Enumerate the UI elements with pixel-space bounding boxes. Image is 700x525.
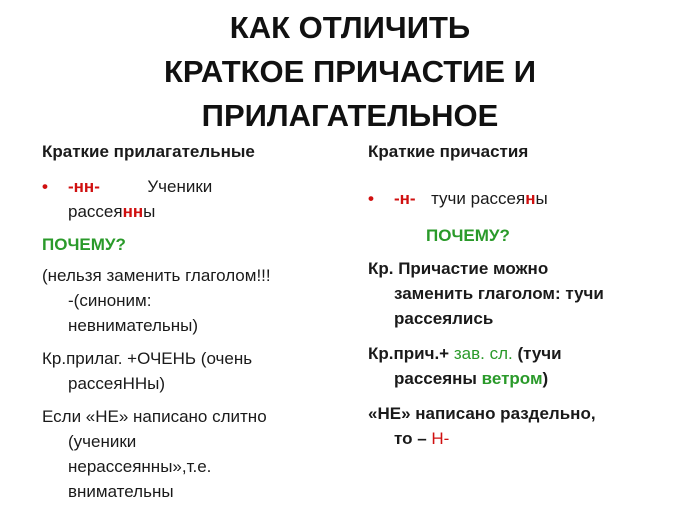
participle-reason-2-prefix: Кр.прич.+ (368, 344, 454, 363)
title-line-3: ПРИЛАГАТЕЛЬНОЕ (201, 98, 499, 133)
adjective-reason-3-line-4: внимательны (68, 482, 174, 501)
adjective-example-ending: ы (143, 202, 156, 221)
participle-reason-1-line-2: заменить глаголом: тучи (394, 284, 604, 303)
adjective-reason-2-line-1: Кр.прилаг. +ОЧЕНЬ (очень (42, 349, 253, 368)
short-participles-heading: Краткие причастия (368, 142, 529, 161)
participle-reason-3 (368, 401, 693, 451)
adjective-reason-3 (42, 404, 352, 504)
participle-reason-2 (368, 341, 693, 391)
adjective-example-nn: нн (122, 202, 144, 221)
participle-reason-2-line-2-suffix: ) (542, 369, 549, 388)
short-adjectives-heading: Краткие прилагательные (42, 142, 255, 161)
participle-reason-1 (368, 256, 693, 331)
adjective-suffix: -нн- (68, 177, 100, 196)
adjective-reason-1-line-2: -(синоним: (68, 291, 152, 310)
dependent-word-example: ветром (481, 369, 543, 388)
adjective-reason-2-line-2: рассеяННы) (68, 374, 166, 393)
participle-reason-3-suffix: Н- (431, 429, 450, 448)
participle-reason-3-line-1: «НЕ» написано раздельно, (368, 404, 596, 423)
adjective-reason-3-line-2: (ученики (68, 432, 137, 451)
participle-reason-2-suffix: (тучи (512, 344, 562, 363)
adjective-reason-3-line-1: Если «НЕ» написано слитно (42, 407, 267, 426)
title-line-2: КРАТКОЕ ПРИЧАСТИЕ И (163, 54, 536, 89)
participle-example (368, 186, 693, 211)
participle-reason-2-line-2-prefix: рассеяны (394, 369, 482, 388)
adjective-example-word: Ученики (147, 177, 213, 196)
adjective-example (42, 174, 352, 224)
why-label-left: ПОЧЕМУ? (42, 235, 126, 254)
adjective-reason-1-line-1: (нельзя заменить глаголом!!! (42, 266, 271, 285)
participle-example-ending: ы (535, 189, 548, 208)
dependent-word-label: зав. сл. (453, 344, 513, 363)
participle-suffix: -н- (394, 189, 416, 208)
adjective-reason-2 (42, 346, 352, 396)
why-label-right: ПОЧЕМУ? (426, 226, 510, 245)
title-line-1: КАК ОТЛИЧИТЬ (229, 10, 471, 45)
adjective-reason-1-line-3: невнимательны) (68, 316, 199, 335)
short-participles-column (368, 140, 693, 451)
adjective-example-stem: рассея (68, 202, 123, 221)
page-title (0, 6, 700, 138)
participle-example-n: н (525, 189, 536, 208)
adjective-reason-3-line-3: нерассеянны»,т.е. (68, 457, 212, 476)
participle-example-stem: тучи рассея (431, 189, 526, 208)
bullet-icon: • (368, 189, 374, 208)
short-adjectives-column (42, 140, 352, 504)
participle-reason-1-line-3: рассеялись (394, 309, 494, 328)
adjective-reason-1 (42, 263, 352, 338)
bullet-icon: • (42, 177, 48, 196)
participle-reason-3-line-2-prefix: то – (394, 429, 432, 448)
participle-reason-1-line-1: Кр. Причастие можно (368, 259, 549, 278)
